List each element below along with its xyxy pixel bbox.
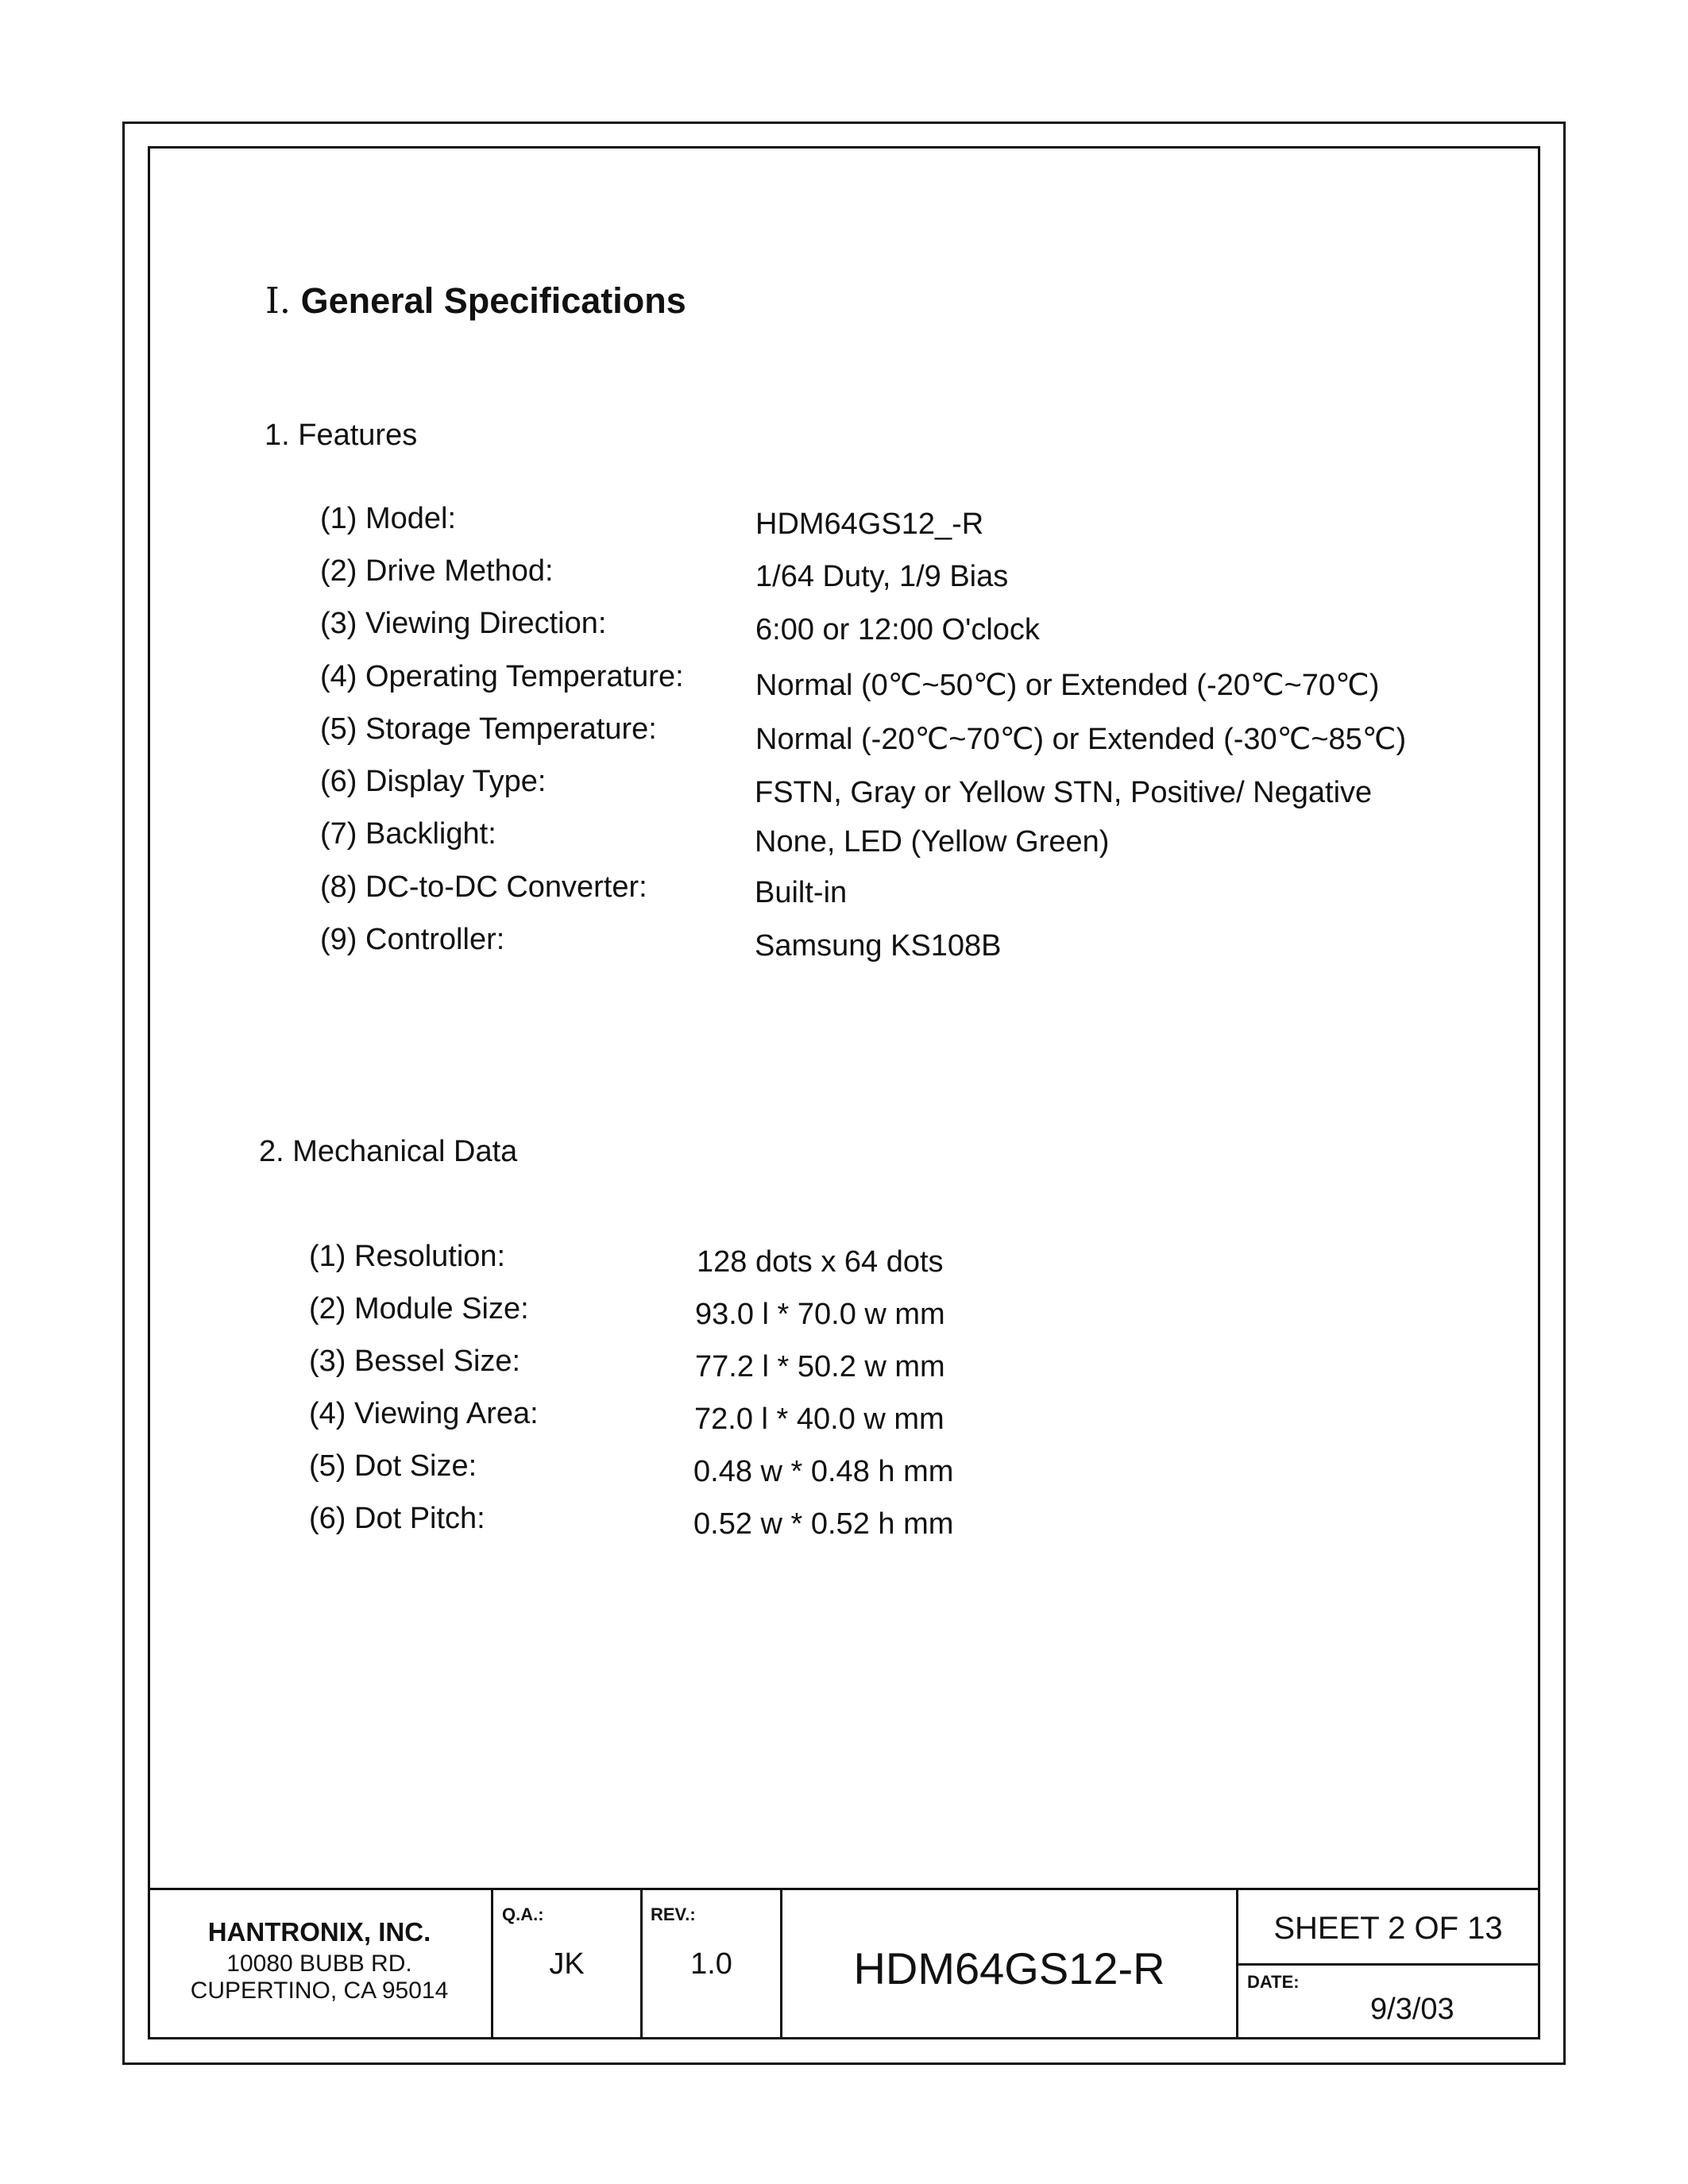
- feature-label-operating-temperature: (4) Operating Temperature:: [320, 660, 684, 693]
- rev-label: REV.:: [651, 1904, 696, 1924]
- date-label: DATE:: [1247, 1972, 1300, 1992]
- section-numeral: Ⅰ.: [265, 280, 292, 322]
- mechanical-label-dot-size: (5) Dot Size:: [309, 1449, 477, 1483]
- feature-label-viewing-direction: (3) Viewing Direction:: [320, 607, 607, 640]
- mechanical-label-resolution: (1) Resolution:: [309, 1240, 506, 1273]
- mechanical-value-dot-pitch: 0.52 w * 0.52 h mm: [693, 1507, 954, 1541]
- mechanical-value-dot-size: 0.48 w * 0.48 h mm: [693, 1455, 954, 1488]
- section-title-text: General Specifications: [300, 280, 686, 321]
- mechanical-value-bessel-size: 77.2 l * 50.2 w mm: [695, 1350, 945, 1383]
- mechanical-heading: 2. Mechanical Data: [259, 1135, 518, 1168]
- feature-value-operating-temperature: Normal (0℃~50℃) or Extended (-20℃~70℃): [755, 669, 1380, 702]
- features-heading: 1. Features: [265, 419, 418, 452]
- feature-label-backlight: (7) Backlight:: [320, 817, 496, 851]
- title-block: [148, 1888, 1540, 2039]
- feature-value-display-type: FSTN, Gray or Yellow STN, Positive/ Negative: [755, 776, 1373, 809]
- feature-label-controller: (9) Controller:: [320, 923, 505, 956]
- sheet-date-divider: [1236, 1963, 1538, 1966]
- feature-value-drive-method: 1/64 Duty, 1/9 Bias: [755, 560, 1009, 593]
- company-address-line2: CUPERTINO, CA 95014: [190, 1978, 449, 2004]
- company-name: HANTRONIX, INC.: [207, 1917, 431, 1947]
- mechanical-label-module-size: (2) Module Size:: [309, 1292, 529, 1325]
- feature-label-storage-temperature: (5) Storage Temperature:: [320, 712, 657, 746]
- feature-label-display-type: (6) Display Type:: [320, 765, 547, 798]
- feature-value-backlight: None, LED (Yellow Green): [755, 825, 1110, 859]
- sheet-number: SHEET 2 OF 13: [1273, 1911, 1503, 1946]
- feature-value-controller: Samsung KS108B: [755, 929, 1002, 963]
- mechanical-label-dot-pitch: (6) Dot Pitch:: [309, 1502, 485, 1535]
- part-number: HDM64GS12-R: [853, 1943, 1165, 1993]
- feature-label-dc-converter: (8) DC-to-DC Converter:: [320, 870, 647, 904]
- date-value: 9/3/03: [1370, 1993, 1454, 2026]
- mechanical-label-viewing-area: (4) Viewing Area:: [309, 1397, 539, 1430]
- section-title: [265, 280, 686, 322]
- qa-value: JK: [549, 1947, 585, 1981]
- feature-value-model: HDM64GS12_-R: [755, 507, 984, 541]
- mechanical-value-viewing-area: 72.0 l * 40.0 w mm: [694, 1403, 944, 1436]
- feature-value-dc-converter: Built-in: [755, 876, 848, 909]
- mechanical-label-bessel-size: (3) Bessel Size:: [309, 1345, 521, 1378]
- qa-label: Q.A.:: [502, 1904, 544, 1924]
- rev-value: 1.0: [690, 1947, 732, 1981]
- feature-label-drive-method: (2) Drive Method:: [320, 554, 554, 588]
- mechanical-value-resolution: 128 dots x 64 dots: [697, 1245, 944, 1279]
- company-address-line1: 10080 BUBB RD.: [226, 1951, 412, 1977]
- feature-value-storage-temperature: Normal (-20℃~70℃) or Extended (-30℃~85℃): [755, 723, 1407, 756]
- feature-value-viewing-direction: 6:00 or 12:00 O'clock: [755, 613, 1040, 646]
- mechanical-value-module-size: 93.0 l * 70.0 w mm: [695, 1298, 945, 1331]
- feature-label-model: (1) Model:: [320, 502, 457, 535]
